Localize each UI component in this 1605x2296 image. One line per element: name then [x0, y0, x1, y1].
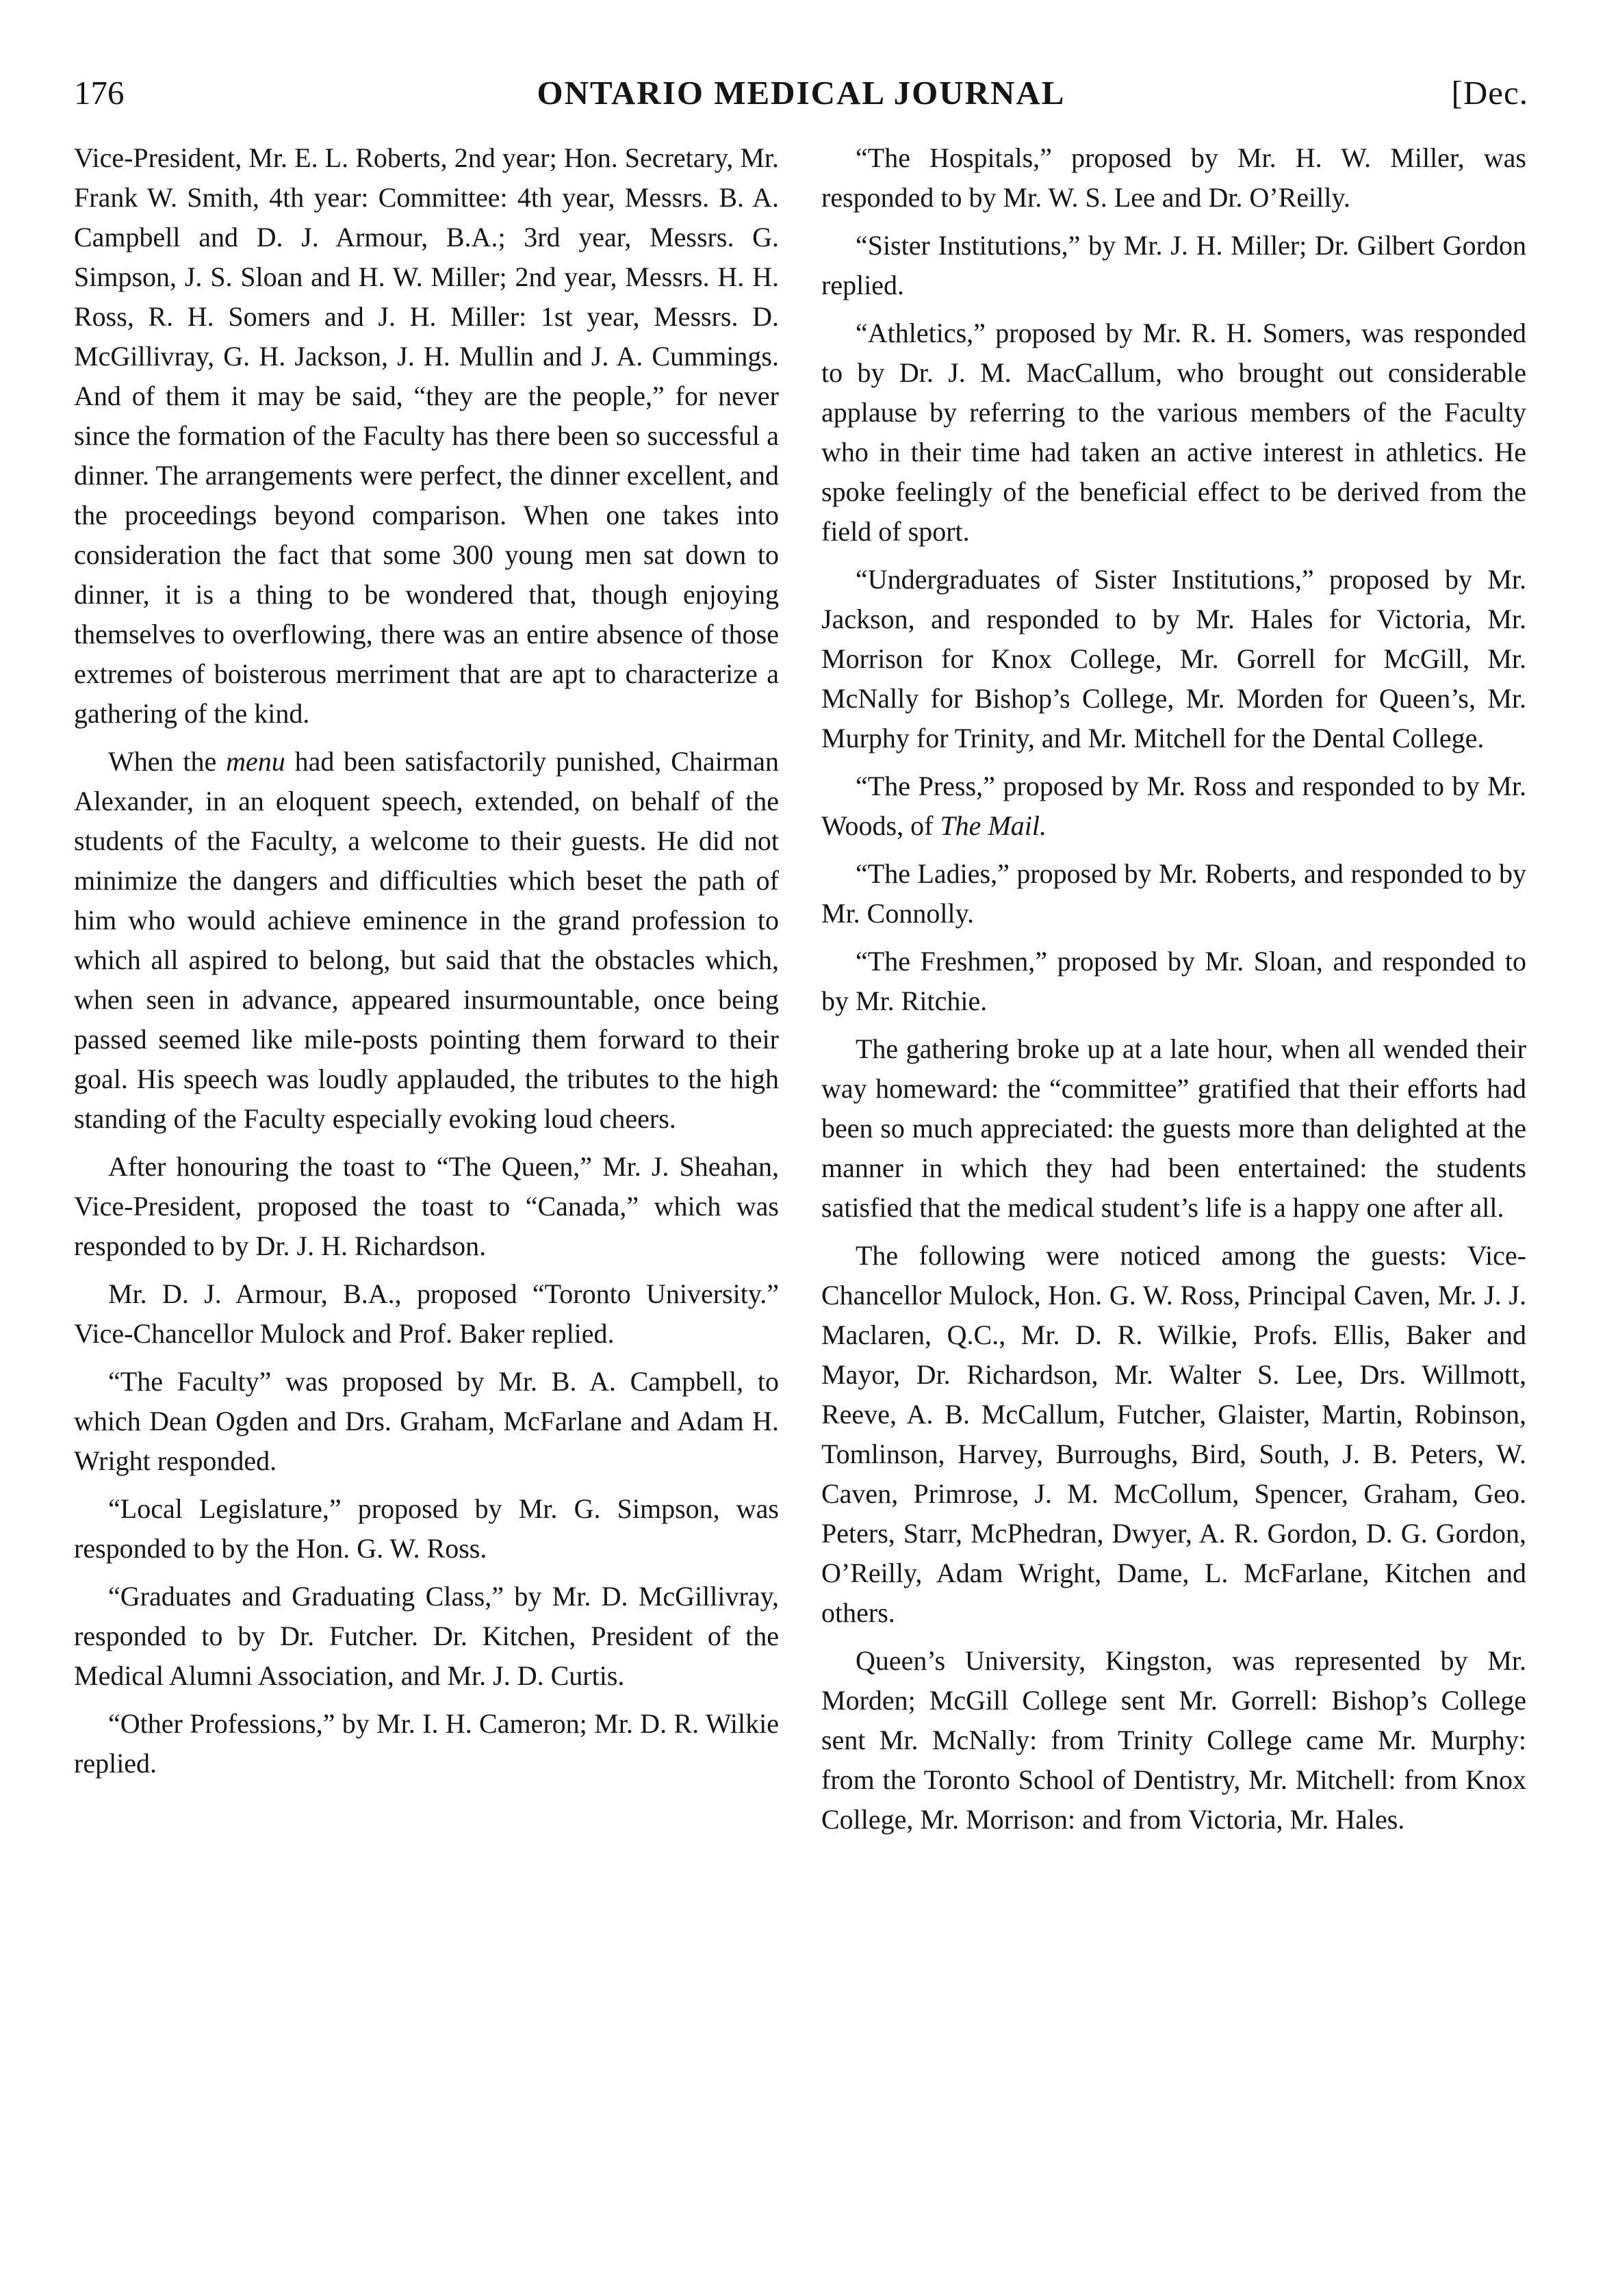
paragraph-toast-sister-institutions: “Sister Institutions,” by Mr. J. H. Miller; Dr. Gilbert Gordon replied. — [821, 230, 1526, 300]
right-column — [821, 138, 1526, 1848]
paragraph-toast-press — [821, 766, 1526, 846]
italic-newspaper-name: The Mail. — [940, 810, 1047, 841]
paragraph-toast-queen-canada: After honouring the toast to “The Queen,” Mr. J. Sheahan, Vice-President, proposed the toast to “Canada,” which was responded to by Dr. J. H. Richardson. — [74, 1151, 779, 1261]
paragraph-text: had been satisfactorily punished, Chairman Alexander, in an eloquent speech, extended, on behalf of the students of the Faculty, a welcome to their guests. He did not minimize the dangers and difficulties which beset the path of him who would achieve eminence in the grand profession to which all aspired to belong, but said that the obstacles which, when seen in advance, appeared insurmountable, once being passed seemed like mile-posts pointing them forward to their goal. His speech was loudly applauded, the tributes to the high standing of the Faculty especially evoking loud cheers. — [74, 746, 780, 1134]
paragraph-committee-and-dinner: Vice-President, Mr. E. L. Roberts, 2nd year; Hon. Secretary, Mr. Frank W. Smith, 4th year: Committee: 4th year, Messrs. B. A. Campbell and D. J. Armour, B.A.; 3rd year, Messrs. G. Simpson, J. S. Sloan and H. W. Miller; 2nd year, Messrs. H. H. Ross, R. H. Somers and J. H. Miller: 1st year, Messrs. D. McGillivray, G. H. Jackson, J. H. Mullin and J. A. Cummings. And of them it may be said, “they are the people,” for never since the formation of the Faculty has there been so successful a dinner. The arrangements were perfect, the dinner excellent, and the proceedings beyond comparison. When one takes into consideration the fact that some 300 young men sat down to dinner, it is a thing to be wondered that, though enjoying themselves to overflowing, there was an entire absence of those extremes of boisterous merriment that are apt to characterize a gathering of the kind. — [74, 142, 779, 729]
paragraph-toast-university: Mr. D. J. Armour, B.A., proposed “Toronto University.” Vice-Chancellor Mulock and Prof. Baker replied. — [74, 1278, 779, 1349]
paragraph-toast-legislature: “Local Legislature,” proposed by Mr. G. Simpson, was responded to by the Hon. G. W. Ross. — [74, 1493, 779, 1564]
journal-title: ONTARIO MEDICAL JOURNAL — [537, 74, 1066, 112]
paragraph-toast-professions: “Other Professions,” by Mr. I. H. Cameron; Mr. D. R. Wilkie replied. — [74, 1708, 779, 1779]
paragraph-toast-graduates: “Graduates and Graduating Class,” by Mr. D. McGillivray, responded to by Dr. Futcher. Dr. Kitchen, President of the Medical Alumni Association, and Mr. J. D. Curtis. — [74, 1581, 779, 1691]
paragraph-text: “The Press,” proposed by Mr. Ross and responded to by Mr. Woods, of — [821, 771, 1526, 841]
page-header — [74, 66, 1528, 120]
paragraph-gathering-end: The gathering broke up at a late hour, when all wended their way homeward: the “committee” gratified that their efforts had been so much appreciated: the guests more than delighted at the manner in which they had been entertained: the students satisfied that the medical student’s life is a happy one after all. — [821, 1033, 1526, 1223]
paragraph-toast-faculty: “The Faculty” was proposed by Mr. B. A. Campbell, to which Dean Ogden and Drs. Graham, McFarlane and Adam H. Wright responded. — [74, 1366, 779, 1476]
issue-month: [Dec. — [1451, 74, 1528, 112]
paragraph-toast-undergraduates: “Undergraduates of Sister Institutions,” proposed by Mr. Jackson, and responded to by Mr. Hales for Victoria, Mr. Morrison for Knox College, Mr. Gorrell for McGill, Mr. McNally for Bishop’s College, Mr. Morden for Queen’s, Mr. Murphy for Trinity, and Mr. Mitchell for the Dental College. — [821, 564, 1526, 753]
paragraph-toast-hospitals: “The Hospitals,” proposed by Mr. H. W. Miller, was responded to by Mr. W. S. Lee and Dr. O’Reilly. — [821, 142, 1526, 213]
paragraph-toast-ladies: “The Ladies,” proposed by Mr. Roberts, and responded to by Mr. Connolly. — [821, 858, 1526, 929]
paragraph-chairman-speech — [74, 742, 779, 1139]
page-number: 176 — [74, 74, 125, 112]
paragraph-toast-athletics: “Athletics,” proposed by Mr. R. H. Somers, was responded to by Dr. J. M. MacCallum, who brought out considerable applause by referring to the various members of the Faculty who in their time had taken an active interest in athletics. He spoke feelingly of the beneficial effect to be derived from the field of sport. — [821, 318, 1526, 547]
paragraph-guest-list: The following were noticed among the guests: Vice-Chancellor Mulock, Hon. G. W. Ross, Principal Caven, Mr. J. J. Maclaren, Q.C., Mr. D. R. Wilkie, Profs. Ellis, Baker and Mayor, Dr. Richardson, Mr. Walter S. Lee, Drs. Willmott, Reeve, A. B. McCallum, Futcher, Glaister, Martin, Robinson, Tomlinson, Harvey, Burroughs, Bird, South, J. B. Peters, W. Caven, Primrose, J. M. McCollum, Spencer, Graham, Geo. Peters, Starr, McPhedran, Dwyer, A. R. Gordon, D. G. Gordon, O’Reilly, Adam Wright, Dame, L. McFarlane, Kitchen and others. — [821, 1240, 1526, 1628]
left-column — [74, 138, 779, 1792]
paragraph-toast-freshmen: “The Freshmen,” proposed by Mr. Sloan, and responded to by Mr. Ritchie. — [821, 946, 1526, 1016]
paragraph-text: When the — [108, 746, 227, 777]
paragraph-university-representatives: Queen’s University, Kingston, was represented by Mr. Morden; McGill College sent Mr. Gorrell: Bishop’s College sent Mr. McNally: from Trinity College came Mr. Murphy: from the Toronto School of Dentistry, Mr. Mitchell: from Knox College, Mr. Morrison: and from Victoria, Mr. Hales. — [821, 1645, 1526, 1835]
italic-word: menu — [226, 746, 285, 777]
